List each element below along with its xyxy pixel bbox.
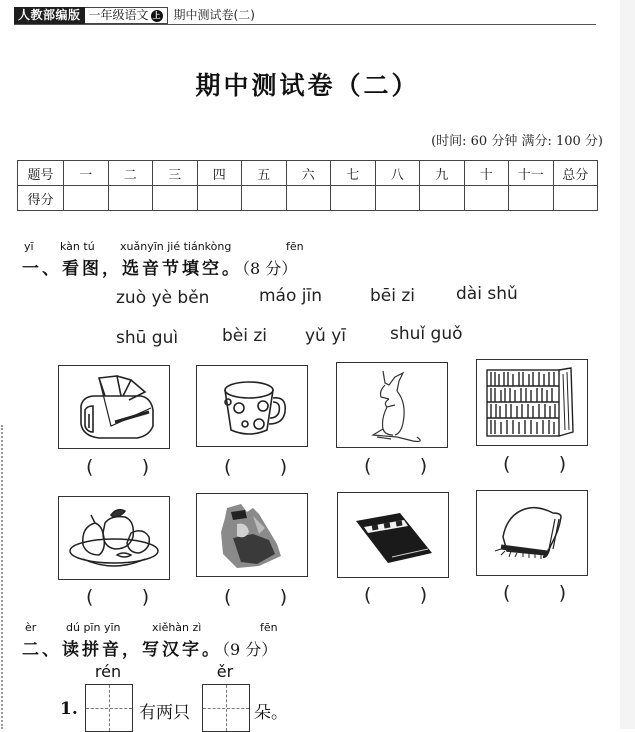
section-2-title-text: 二、读拼音，写汉字。 — [22, 640, 222, 660]
column-header: 九 — [420, 161, 465, 186]
pinyin-hint: rén — [94, 662, 122, 681]
answer-blank[interactable]: ( ) — [86, 586, 150, 608]
score-row — [18, 186, 598, 211]
column-header: 十一 — [509, 161, 554, 186]
section-1-heading — [22, 240, 304, 279]
pinyin: yī — [24, 240, 34, 253]
pinyin: xiěhàn zì — [152, 621, 202, 634]
score-cell[interactable] — [331, 186, 376, 211]
column-header: 一 — [64, 161, 109, 186]
section-2-pinyin — [22, 621, 277, 635]
column-header: 三 — [153, 161, 198, 186]
column-header: 六 — [286, 161, 331, 186]
option: dài shǔ — [456, 284, 518, 304]
option: yǔ yī — [305, 326, 347, 346]
answer-blank[interactable]: ( ) — [364, 584, 428, 606]
column-header: 七 — [331, 161, 376, 186]
character-writing-box[interactable] — [85, 684, 133, 732]
raincoat-picture — [196, 493, 308, 577]
running-header — [14, 7, 255, 24]
section-2-heading — [22, 621, 277, 660]
column-header: 四 — [197, 161, 242, 186]
pinyin: dú pīn yīn — [66, 621, 121, 634]
pinyin: kàn tú — [60, 240, 95, 253]
option: bēi zi — [370, 286, 416, 306]
answer-blank[interactable]: ( ) — [503, 453, 567, 475]
score-cell[interactable] — [420, 186, 465, 211]
row-header: 得分 — [18, 186, 64, 211]
volume-badge-icon: 上 — [152, 10, 161, 20]
question-number-row — [18, 161, 598, 186]
column-header: 十 — [464, 161, 509, 186]
section-1-title — [22, 254, 297, 279]
binding-dotted-line — [1, 425, 3, 729]
header-rule — [14, 24, 596, 25]
pinyin: fēn — [286, 240, 304, 253]
question-text: 朵。 — [254, 703, 288, 723]
polka-dot-mug-picture — [196, 365, 308, 447]
score-cell[interactable] — [242, 186, 287, 211]
pinyin: fēn — [260, 621, 278, 634]
score-cell[interactable] — [375, 186, 420, 211]
row-header: 题号 — [18, 161, 64, 186]
option: zuò yè běn — [116, 288, 210, 308]
page-edge-strip — [620, 0, 635, 729]
kangaroo-picture — [336, 362, 448, 448]
option: shuǐ guǒ — [390, 324, 463, 344]
section-1-points: （8 分） — [242, 259, 298, 278]
folded-quilt-picture — [58, 365, 170, 449]
question-number: 1. — [60, 699, 78, 719]
grade-subject-label — [85, 7, 168, 24]
section-1-title-text: 一、看图，选音节填空。 — [22, 259, 242, 279]
score-table — [17, 160, 598, 211]
answer-blank[interactable]: ( ) — [503, 582, 567, 604]
answer-blank[interactable]: ( ) — [224, 586, 288, 608]
column-header: 五 — [242, 161, 287, 186]
answer-blank[interactable]: ( ) — [224, 456, 288, 478]
score-cell[interactable] — [464, 186, 509, 211]
pinyin: xuǎnyīn jié tiánkòng — [120, 240, 232, 253]
score-cell[interactable] — [108, 186, 153, 211]
score-cell[interactable] — [509, 186, 554, 211]
pinyin-hint: ěr — [216, 662, 234, 681]
section-1-pinyin — [22, 240, 304, 254]
page-title: 期中测试卷（二） — [195, 71, 420, 100]
column-header: 二 — [108, 161, 153, 186]
score-cell[interactable] — [553, 186, 598, 211]
section-2-points: （9 分） — [222, 640, 278, 659]
character-writing-box[interactable] — [202, 684, 250, 732]
column-header: 总分 — [553, 161, 598, 186]
towel-picture — [476, 490, 588, 576]
pinyin: èr — [25, 621, 37, 634]
score-cell[interactable] — [153, 186, 198, 211]
section-2-title — [22, 635, 277, 660]
score-cell[interactable] — [197, 186, 242, 211]
exam-info: (时间: 60 分钟 满分: 100 分) — [431, 134, 603, 149]
answer-blank[interactable]: ( ) — [364, 455, 428, 477]
option: máo jīn — [259, 286, 323, 306]
column-header: 八 — [375, 161, 420, 186]
score-cell[interactable] — [64, 186, 109, 211]
exercise-book-picture — [337, 492, 449, 578]
fruit-plate-picture — [58, 496, 170, 580]
publisher-label: 人教部编版 — [14, 7, 85, 24]
score-cell[interactable] — [286, 186, 331, 211]
option: bèi zi — [222, 326, 268, 346]
option: shū guì — [116, 328, 179, 348]
question-text: 有两只 — [139, 703, 190, 723]
bookshelf-picture — [476, 359, 588, 446]
grade-subject-text: 一年级语文 — [88, 8, 149, 22]
running-title: 期中测试卷(二) — [173, 8, 255, 22]
answer-blank[interactable]: ( ) — [86, 456, 150, 478]
